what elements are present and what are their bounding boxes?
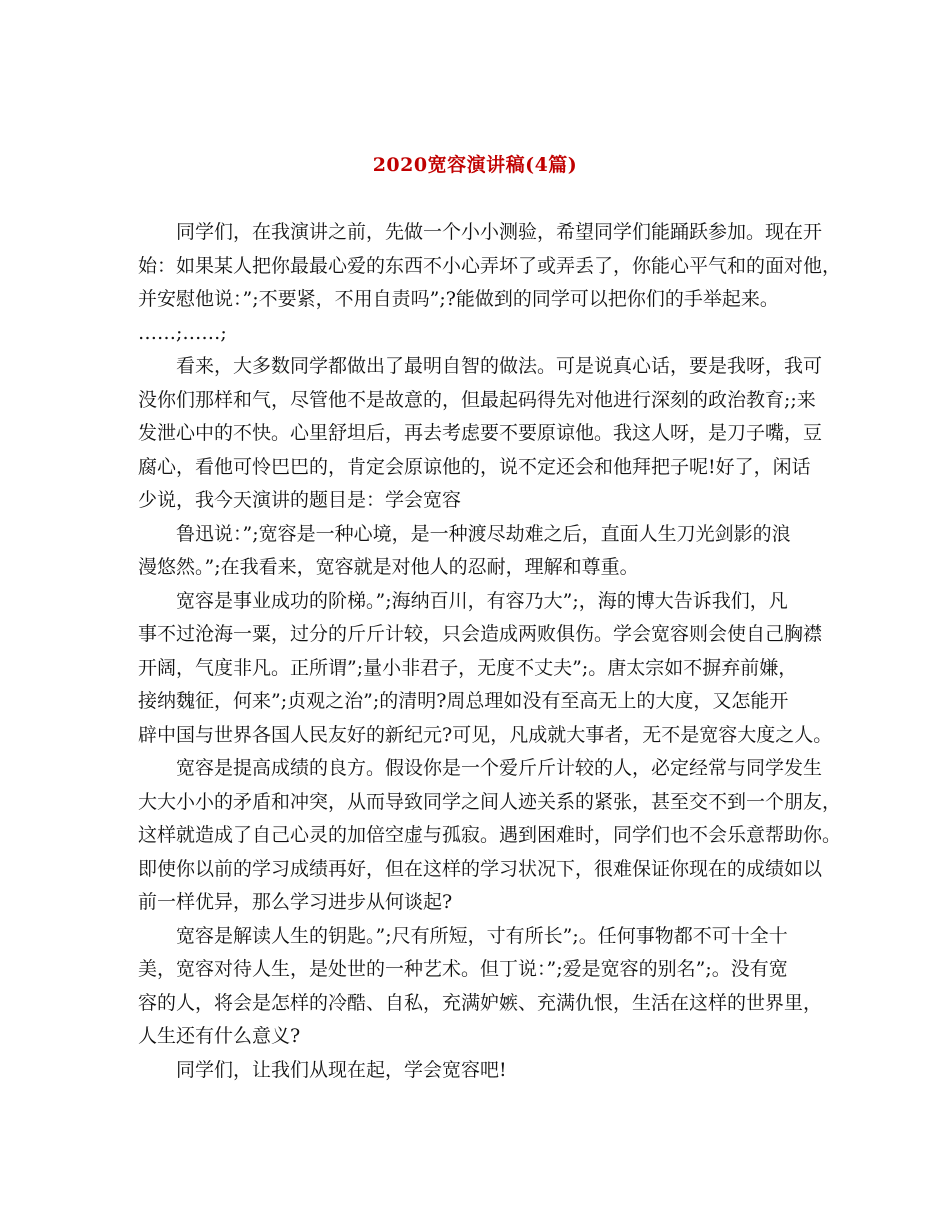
document-title: 2020宽容演讲稿(4篇) [372, 154, 578, 176]
paragraph-line: 没你们那样和气，尽管他不是故意的，但最起码得先对他进行深刻的政治教育;;来 [138, 388, 816, 411]
paragraph-line: 宽容是解读人生的钥匙。”;尺有所短，寸有所长”;。任何事物都不可十全十 [176, 924, 788, 947]
paragraph-line: 并安慰他说：”;不要紧，不用自责吗”;?能做到的同学可以把你们的手举起来。 [138, 288, 779, 310]
paragraph-line: 漫悠然。”;在我看来，宽容就是对他人的忍耐，理解和尊重。 [138, 556, 639, 578]
paragraph-2 [138, 350, 823, 518]
paragraph-line: 接纳魏征，何来”;贞观之治”;的清明?周总理如没有至高无上的大度，又怎能开 [138, 690, 789, 712]
paragraph-line: 美，宽容对待人生，是处世的一种艺术。但丁说：”;爱是宽容的别名”;。没有宽 [138, 958, 788, 980]
paragraph-line: 开阔，气度非凡。正所谓”;量小非君子，无度不丈夫”;。唐太宗如不摒弃前嫌， [138, 656, 798, 679]
paragraph-line: 容的人，将会是怎样的冷酷、自私，充满妒嫉、充满仇恨，生活在这样的世界里， [138, 991, 823, 1014]
paragraph-7 [138, 1054, 818, 1088]
paragraph-line: 即使你以前的学习成绩再好，但在这样的学习状况下，很难保证你现在的成绩如以 [138, 857, 823, 880]
paragraph-line: 宽容是事业成功的阶梯。”;海纳百川，有容乃大”;，海的博大告诉我们，凡 [176, 589, 788, 612]
paragraph-1 [138, 216, 842, 350]
paragraph-line: 腐心，看他可怜巴巴的，肯定会原谅他的，说不定还会和他拜把子呢!好了，闲话 [138, 455, 811, 478]
paragraph-line: 同学们，让我们从现在起，学会宽容吧! [176, 1058, 507, 1081]
paragraph-line: 人生还有什么意义? [138, 1025, 301, 1047]
paragraph-line: 宽容是提高成绩的良方。假设你是一个爱斤斤计较的人，必定经常与同学发生 [176, 757, 823, 779]
paragraph-line: 同学们，在我演讲之前，先做一个小小测验，希望同学们能踊跃参加。现在开 [176, 221, 823, 243]
paragraph-4 [138, 585, 833, 753]
paragraph-line: 这样就造成了自己心灵的加倍空虚与孤寂。遇到困难时，同学们也不会乐意帮助你。 [138, 824, 842, 846]
paragraph-line: 鲁迅说：”;宽容是一种心境，是一种渡尽劫难之后，直面人生刀光剑影的浪 [176, 522, 791, 545]
paragraph-line: 辟中国与世界各国人民友好的新纪元?可见，凡成就大事者，无不是宽容大度之人。 [138, 723, 833, 746]
paragraph-line: 看来，大多数同学都做出了最明自智的做法。可是说真心话，要是我呀，我可 [176, 355, 823, 377]
paragraph-line: 少说，我今天演讲的题目是：学会宽容 [138, 489, 462, 511]
document-body [138, 216, 842, 1087]
paragraph-line: ……;……; [138, 321, 227, 344]
paragraph-line: 大大小小的矛盾和冲突，从而导致同学之间人迹关系的紧张，甚至交不到一个朋友， [138, 790, 842, 813]
paragraph-5 [138, 752, 842, 920]
paragraph-line: 前一样优异，那么学习进步从何谈起? [138, 891, 453, 913]
paragraph-line: 事不过沧海一粟，过分的斤斤计较，只会造成两败俱伤。学会宽容则会使自己胸襟 [138, 623, 823, 645]
paragraph-3 [138, 518, 818, 585]
paragraph-line: 始：如果某人把你最最心爱的东西不小心弄坏了或弄丢了，你能心平气和的面对他， [138, 254, 842, 277]
paragraph-line: 发泄心中的不快。心里舒坦后，再去考虑要不要原谅他。我这人呀，是刀子嘴，豆 [138, 422, 823, 444]
paragraph-6 [138, 920, 823, 1054]
